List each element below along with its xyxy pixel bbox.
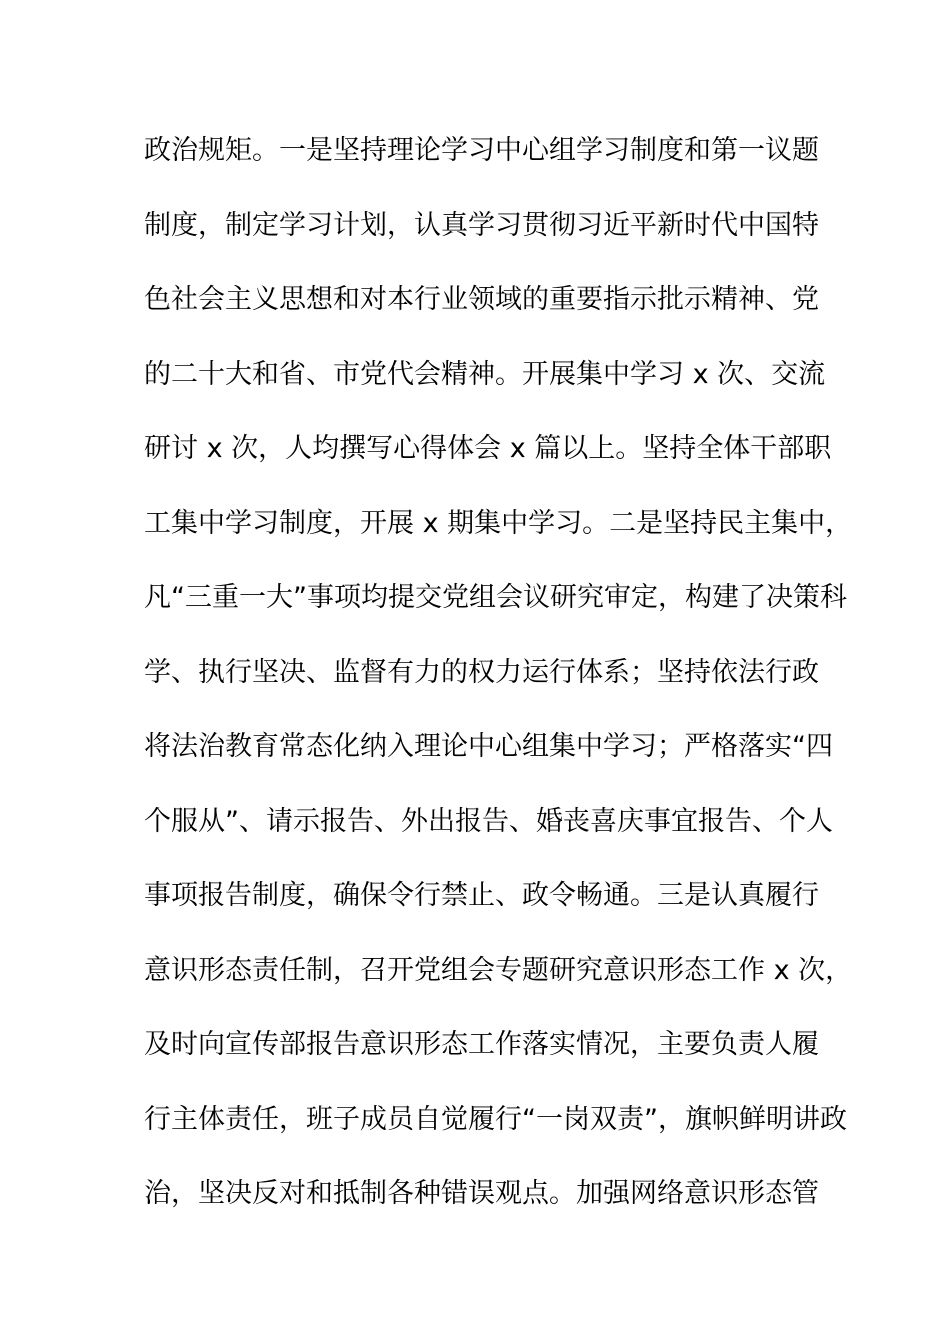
text-line-12: 意识形态责任制，召开党组会专题研究意识形态工作 x 次，: [144, 954, 853, 986]
text-line-15: 治，坚决反对和抵制各种错误观点。加强网络意识形态管: [144, 1178, 819, 1209]
body-paragraph: [144, 129, 853, 1247]
text-line-5: 研讨 x 次，人均撰写心得体会 x 篇以上。坚持全体干部职: [144, 433, 832, 464]
text-line-4: 的二十大和省、市党代会精神。开展集中学习 x 次、交流: [144, 358, 826, 390]
text-line-2: 制度，制定学习计划，认真学习贯彻习近平新时代中国特: [144, 209, 819, 241]
text-line-8: 学、执行坚决、监督有力的权力运行体系；坚持依法行政: [144, 656, 819, 688]
text-line-1: 政治规矩。一是坚持理论学习中心组学习制度和第一议题: [144, 135, 819, 166]
text-line-13: 及时向宣传部报告意识形态工作落实情况，主要负责人履: [144, 1029, 819, 1060]
text-line-3: 色社会主义思想和对本行业领域的重要指示批示精神、党: [144, 284, 819, 315]
text-line-10: 个服从”、请示报告、外出报告、婚丧喜庆事宜报告、个人: [144, 805, 833, 837]
text-line-9: 将法治教育常态化纳入理论中心组集中学习；严格落实“四: [144, 731, 833, 762]
text-line-11: 事项报告制度，确保令行禁止、政令畅通。三是认真履行: [144, 880, 819, 911]
text-line-7: 凡“三重一大”事项均提交党组会议研究审定，构建了决策科: [144, 582, 847, 613]
text-line-6: 工集中学习制度，开展 x 期集中学习。二是坚持民主集中，: [144, 507, 853, 539]
text-line-14: 行主体责任，班子成员自觉履行“一岗双责”，旗帜鲜明讲政: [144, 1103, 847, 1135]
